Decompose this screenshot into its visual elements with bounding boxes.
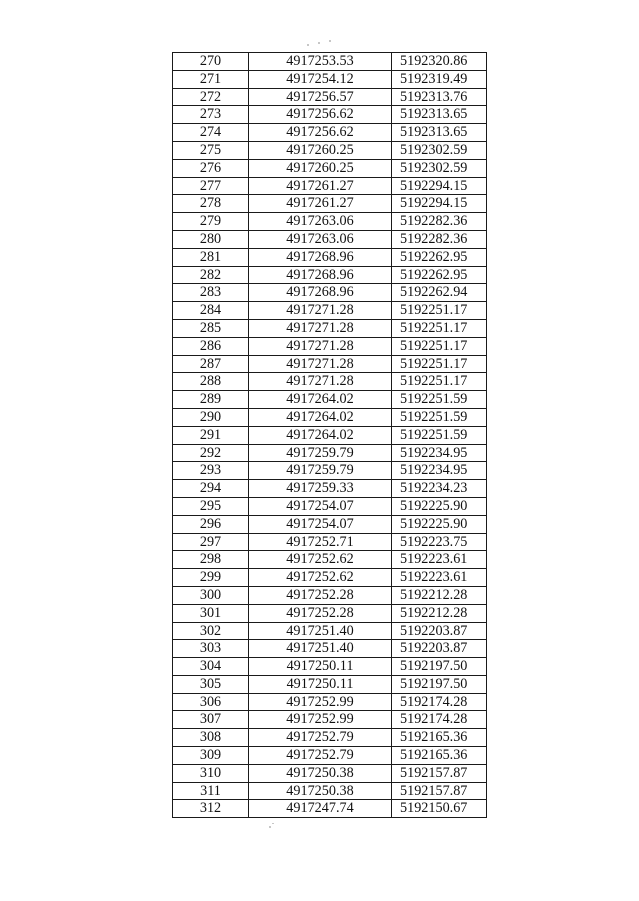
y-coordinate-cell: 5192157.87 (392, 764, 487, 782)
point-number-cell: 298 (173, 551, 249, 569)
table-row (173, 230, 487, 248)
point-number-cell: 292 (173, 444, 249, 462)
scan-speck (318, 42, 320, 44)
y-coordinate-cell: 5192251.59 (392, 426, 487, 444)
x-coordinate-cell: 4917271.28 (249, 319, 392, 337)
x-coordinate-cell: 4917252.62 (249, 569, 392, 587)
scan-speck (307, 44, 309, 46)
table-row (173, 640, 487, 658)
y-coordinate-cell: 5192251.17 (392, 355, 487, 373)
point-number-cell: 279 (173, 213, 249, 231)
point-number-cell: 289 (173, 391, 249, 409)
y-coordinate-cell: 5192174.28 (392, 711, 487, 729)
point-number-cell: 299 (173, 569, 249, 587)
y-coordinate-cell: 5192294.15 (392, 195, 487, 213)
point-number-cell: 295 (173, 497, 249, 515)
point-number-cell: 272 (173, 88, 249, 106)
x-coordinate-cell: 4917259.79 (249, 462, 392, 480)
table-row (173, 124, 487, 142)
x-coordinate-cell: 4917268.96 (249, 284, 392, 302)
x-coordinate-cell: 4917252.62 (249, 551, 392, 569)
x-coordinate-cell: 4917271.28 (249, 373, 392, 391)
x-coordinate-cell: 4917250.38 (249, 782, 392, 800)
y-coordinate-cell: 5192203.87 (392, 640, 487, 658)
y-coordinate-cell: 5192197.50 (392, 658, 487, 676)
table-row (173, 391, 487, 409)
x-coordinate-cell: 4917254.07 (249, 497, 392, 515)
point-number-cell: 306 (173, 693, 249, 711)
x-coordinate-cell: 4917252.79 (249, 747, 392, 765)
y-coordinate-cell: 5192234.95 (392, 462, 487, 480)
y-coordinate-cell: 5192197.50 (392, 675, 487, 693)
point-number-cell: 296 (173, 515, 249, 533)
coordinates-table (172, 52, 487, 818)
y-coordinate-cell: 5192282.36 (392, 230, 487, 248)
point-number-cell: 287 (173, 355, 249, 373)
point-number-cell: 301 (173, 604, 249, 622)
y-coordinate-cell: 5192294.15 (392, 177, 487, 195)
table-row (173, 586, 487, 604)
y-coordinate-cell: 5192313.76 (392, 88, 487, 106)
y-coordinate-cell: 5192319.49 (392, 70, 487, 88)
point-number-cell: 280 (173, 230, 249, 248)
table-row (173, 729, 487, 747)
point-number-cell: 302 (173, 622, 249, 640)
y-coordinate-cell: 5192165.36 (392, 747, 487, 765)
point-number-cell: 303 (173, 640, 249, 658)
y-coordinate-cell: 5192262.95 (392, 248, 487, 266)
table-row (173, 497, 487, 515)
point-number-cell: 275 (173, 141, 249, 159)
y-coordinate-cell: 5192234.23 (392, 480, 487, 498)
x-coordinate-cell: 4917271.28 (249, 337, 392, 355)
table-row (173, 569, 487, 587)
table-row (173, 515, 487, 533)
table-row (173, 782, 487, 800)
point-number-cell: 274 (173, 124, 249, 142)
x-coordinate-cell: 4917264.02 (249, 426, 392, 444)
y-coordinate-cell: 5192262.95 (392, 266, 487, 284)
coordinates-table-container (172, 52, 486, 818)
x-coordinate-cell: 4917263.06 (249, 230, 392, 248)
scan-speck (269, 826, 271, 828)
point-number-cell: 278 (173, 195, 249, 213)
table-row (173, 658, 487, 676)
table-row (173, 355, 487, 373)
x-coordinate-cell: 4917253.53 (249, 53, 392, 71)
y-coordinate-cell: 5192234.95 (392, 444, 487, 462)
x-coordinate-cell: 4917251.40 (249, 622, 392, 640)
point-number-cell: 290 (173, 408, 249, 426)
y-coordinate-cell: 5192251.17 (392, 373, 487, 391)
table-row (173, 462, 487, 480)
y-coordinate-cell: 5192165.36 (392, 729, 487, 747)
point-number-cell: 300 (173, 586, 249, 604)
x-coordinate-cell: 4917256.62 (249, 106, 392, 124)
y-coordinate-cell: 5192223.61 (392, 569, 487, 587)
x-coordinate-cell: 4917254.07 (249, 515, 392, 533)
y-coordinate-cell: 5192262.94 (392, 284, 487, 302)
y-coordinate-cell: 5192282.36 (392, 213, 487, 231)
table-row (173, 213, 487, 231)
x-coordinate-cell: 4917268.96 (249, 248, 392, 266)
x-coordinate-cell: 4917260.25 (249, 141, 392, 159)
table-row (173, 159, 487, 177)
table-row (173, 426, 487, 444)
point-number-cell: 281 (173, 248, 249, 266)
scan-speck (329, 40, 331, 42)
table-row (173, 480, 487, 498)
x-coordinate-cell: 4917252.28 (249, 604, 392, 622)
y-coordinate-cell: 5192174.28 (392, 693, 487, 711)
x-coordinate-cell: 4917260.25 (249, 159, 392, 177)
table-row (173, 266, 487, 284)
x-coordinate-cell: 4917268.96 (249, 266, 392, 284)
y-coordinate-cell: 5192157.87 (392, 782, 487, 800)
table-row (173, 53, 487, 71)
x-coordinate-cell: 4917256.57 (249, 88, 392, 106)
table-row (173, 675, 487, 693)
point-number-cell: 294 (173, 480, 249, 498)
x-coordinate-cell: 4917252.99 (249, 711, 392, 729)
x-coordinate-cell: 4917251.40 (249, 640, 392, 658)
y-coordinate-cell: 5192320.86 (392, 53, 487, 71)
table-row (173, 764, 487, 782)
y-coordinate-cell: 5192313.65 (392, 106, 487, 124)
table-row (173, 70, 487, 88)
point-number-cell: 271 (173, 70, 249, 88)
y-coordinate-cell: 5192302.59 (392, 159, 487, 177)
x-coordinate-cell: 4917261.27 (249, 195, 392, 213)
table-row (173, 533, 487, 551)
point-number-cell: 284 (173, 302, 249, 320)
table-row (173, 373, 487, 391)
x-coordinate-cell: 4917247.74 (249, 800, 392, 818)
y-coordinate-cell: 5192251.17 (392, 302, 487, 320)
y-coordinate-cell: 5192251.17 (392, 319, 487, 337)
y-coordinate-cell: 5192251.17 (392, 337, 487, 355)
point-number-cell: 307 (173, 711, 249, 729)
x-coordinate-cell: 4917252.71 (249, 533, 392, 551)
y-coordinate-cell: 5192302.59 (392, 141, 487, 159)
scan-speck (272, 823, 274, 824)
table-row (173, 195, 487, 213)
x-coordinate-cell: 4917264.02 (249, 408, 392, 426)
y-coordinate-cell: 5192223.61 (392, 551, 487, 569)
table-row (173, 284, 487, 302)
y-coordinate-cell: 5192203.87 (392, 622, 487, 640)
y-coordinate-cell: 5192251.59 (392, 391, 487, 409)
point-number-cell: 277 (173, 177, 249, 195)
point-number-cell: 285 (173, 319, 249, 337)
x-coordinate-cell: 4917250.38 (249, 764, 392, 782)
y-coordinate-cell: 5192313.65 (392, 124, 487, 142)
point-number-cell: 288 (173, 373, 249, 391)
y-coordinate-cell: 5192150.67 (392, 800, 487, 818)
coordinates-table-body (173, 53, 487, 818)
x-coordinate-cell: 4917264.02 (249, 391, 392, 409)
y-coordinate-cell: 5192225.90 (392, 497, 487, 515)
table-row (173, 408, 487, 426)
x-coordinate-cell: 4917271.28 (249, 355, 392, 373)
point-number-cell: 291 (173, 426, 249, 444)
table-row (173, 88, 487, 106)
table-row (173, 248, 487, 266)
table-row (173, 604, 487, 622)
x-coordinate-cell: 4917252.79 (249, 729, 392, 747)
point-number-cell: 305 (173, 675, 249, 693)
y-coordinate-cell: 5192225.90 (392, 515, 487, 533)
x-coordinate-cell: 4917256.62 (249, 124, 392, 142)
point-number-cell: 308 (173, 729, 249, 747)
x-coordinate-cell: 4917254.12 (249, 70, 392, 88)
point-number-cell: 297 (173, 533, 249, 551)
x-coordinate-cell: 4917250.11 (249, 675, 392, 693)
table-row (173, 177, 487, 195)
x-coordinate-cell: 4917259.33 (249, 480, 392, 498)
point-number-cell: 293 (173, 462, 249, 480)
x-coordinate-cell: 4917252.99 (249, 693, 392, 711)
point-number-cell: 282 (173, 266, 249, 284)
y-coordinate-cell: 5192212.28 (392, 604, 487, 622)
table-row (173, 337, 487, 355)
table-row (173, 800, 487, 818)
point-number-cell: 309 (173, 747, 249, 765)
table-row (173, 302, 487, 320)
y-coordinate-cell: 5192251.59 (392, 408, 487, 426)
table-row (173, 444, 487, 462)
x-coordinate-cell: 4917259.79 (249, 444, 392, 462)
x-coordinate-cell: 4917252.28 (249, 586, 392, 604)
point-number-cell: 283 (173, 284, 249, 302)
table-row (173, 693, 487, 711)
table-row (173, 622, 487, 640)
x-coordinate-cell: 4917250.11 (249, 658, 392, 676)
table-row (173, 711, 487, 729)
y-coordinate-cell: 5192223.75 (392, 533, 487, 551)
point-number-cell: 304 (173, 658, 249, 676)
point-number-cell: 310 (173, 764, 249, 782)
point-number-cell: 276 (173, 159, 249, 177)
point-number-cell: 273 (173, 106, 249, 124)
y-coordinate-cell: 5192212.28 (392, 586, 487, 604)
point-number-cell: 312 (173, 800, 249, 818)
table-row (173, 106, 487, 124)
x-coordinate-cell: 4917261.27 (249, 177, 392, 195)
table-row (173, 141, 487, 159)
point-number-cell: 311 (173, 782, 249, 800)
x-coordinate-cell: 4917263.06 (249, 213, 392, 231)
table-row (173, 747, 487, 765)
table-row (173, 551, 487, 569)
x-coordinate-cell: 4917271.28 (249, 302, 392, 320)
point-number-cell: 286 (173, 337, 249, 355)
point-number-cell: 270 (173, 53, 249, 71)
table-row (173, 319, 487, 337)
